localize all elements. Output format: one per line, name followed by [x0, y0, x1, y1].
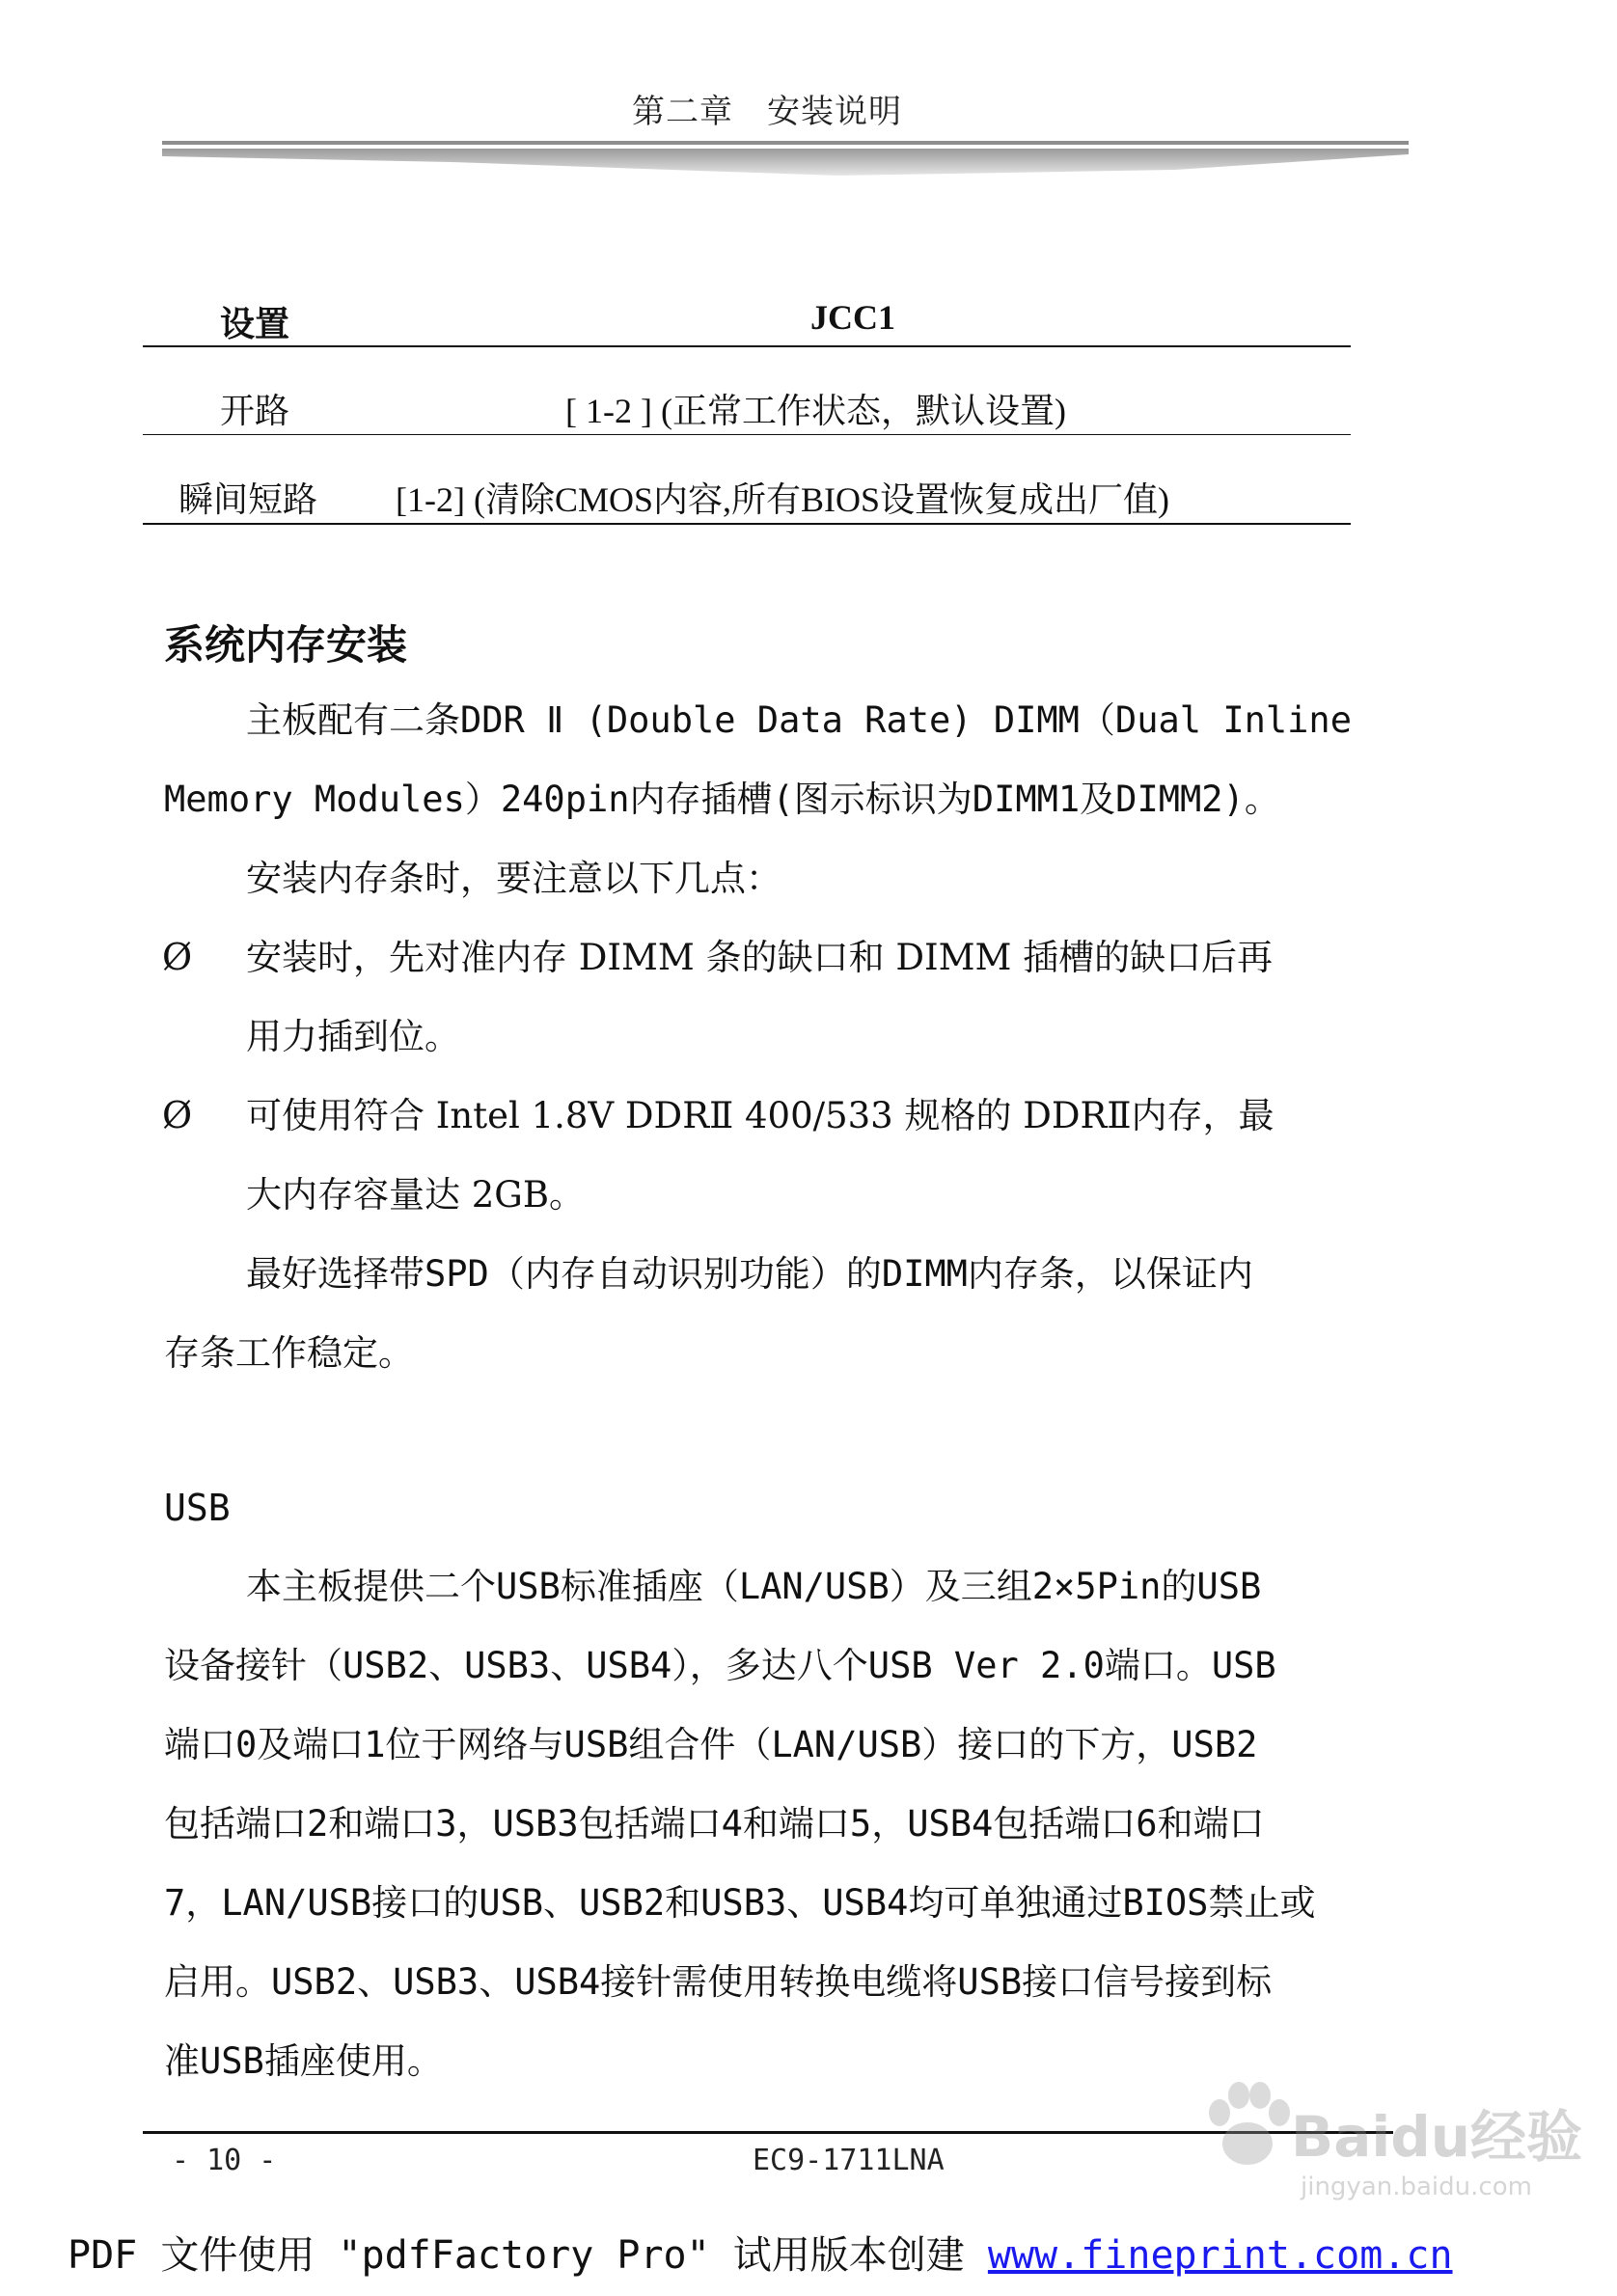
section-heading-usb: USB	[164, 1487, 231, 1529]
memory-spd-line: 存条工作稳定。	[164, 1332, 414, 1374]
table-rule	[143, 345, 1351, 347]
table-header-setting: 设置	[220, 305, 290, 343]
bullet-text: 大内存容量达 2GB。	[246, 1174, 586, 1216]
section-heading-memory: 系统内存安装	[164, 621, 408, 669]
table-header-jcc1: JCC1	[810, 298, 895, 337]
watermark-brand: Baidu经验	[1291, 2104, 1583, 2170]
table-row-value: [1-2] (清除CMOS内容,所有BIOS设置恢复成出厂值)	[396, 480, 1170, 519]
memory-note-intro: 安装内存条时，要注意以下几点：	[246, 858, 781, 899]
table-rule	[143, 523, 1351, 525]
page-number: - 10 -	[172, 2144, 277, 2177]
usb-paragraph-line: 启用。USB2、USB3、USB4接针需使用转换电缆将USB接口信号接到标	[164, 1961, 1273, 2003]
bullet-icon: Ø	[162, 936, 193, 978]
bullet-text: 安装时，先对准内存 DIMM 条的缺口和 DIMM 插槽的缺口后再	[246, 937, 1274, 978]
bullet-text: 用力插到位。	[246, 1016, 460, 1057]
memory-spd-line: 最好选择带SPD（内存自动识别功能）的DIMM内存条，以保证内	[246, 1253, 1253, 1295]
baidu-jingyan-watermark	[1194, 2064, 1583, 2228]
bullet-icon: Ø	[162, 1094, 193, 1136]
pdf-note-text: PDF 文件使用 "pdfFactory Pro" 试用版本创建	[68, 2233, 988, 2278]
pdf-creator-note	[68, 2225, 1453, 2280]
usb-paragraph-line: 端口0及端口1位于网络与USB组合件（LAN/USB）接口的下方，USB2	[164, 1724, 1258, 1765]
table-rule	[143, 434, 1351, 435]
chapter-header: 第二章 安装说明	[632, 93, 902, 131]
memory-intro-line: Memory Modules）240pin内存插槽(图示标识为DIMM1及DIMM2)。	[164, 779, 1280, 820]
header-decorative-rule	[162, 141, 1409, 178]
table-row-setting: 瞬间短路	[178, 480, 318, 520]
paw-icon	[1194, 2074, 1301, 2180]
fineprint-link[interactable]: www.fineprint.com.cn	[987, 2233, 1453, 2278]
usb-paragraph-line: 准USB插座使用。	[164, 2040, 443, 2082]
usb-paragraph-line: 本主板提供二个USB标准插座（LAN/USB）及三组2×5Pin的USB	[246, 1566, 1262, 1607]
usb-paragraph-line: 包括端口2和端口3，USB3包括端口4和端口5，USB4包括端口6和端口	[164, 1803, 1265, 1845]
bullet-text: 可使用符合 Intel 1.8V DDRⅡ 400/533 规格的 DDRⅡ内存，最	[246, 1095, 1274, 1136]
usb-paragraph-line: 7，LAN/USB接口的USB、USB2和USB3、USB4均可单独通过BIOS禁止或	[164, 1882, 1316, 1924]
usb-paragraph-line: 设备接针（USB2、USB3、USB4），多达八个USB Ver 2.0端口。USB	[164, 1645, 1276, 1686]
memory-intro-line: 主板配有二条DDR Ⅱ (Double Data Rate) DIMM（Dual Inline	[246, 699, 1352, 741]
table-row-setting: 开路	[220, 392, 290, 431]
watermark-url: jingyan.baidu.com	[1301, 2173, 1532, 2201]
model-number: EC9-1711LNA	[753, 2144, 945, 2177]
table-row-value: [ 1-2 ] (正常工作状态，默认设置)	[565, 392, 1066, 430]
